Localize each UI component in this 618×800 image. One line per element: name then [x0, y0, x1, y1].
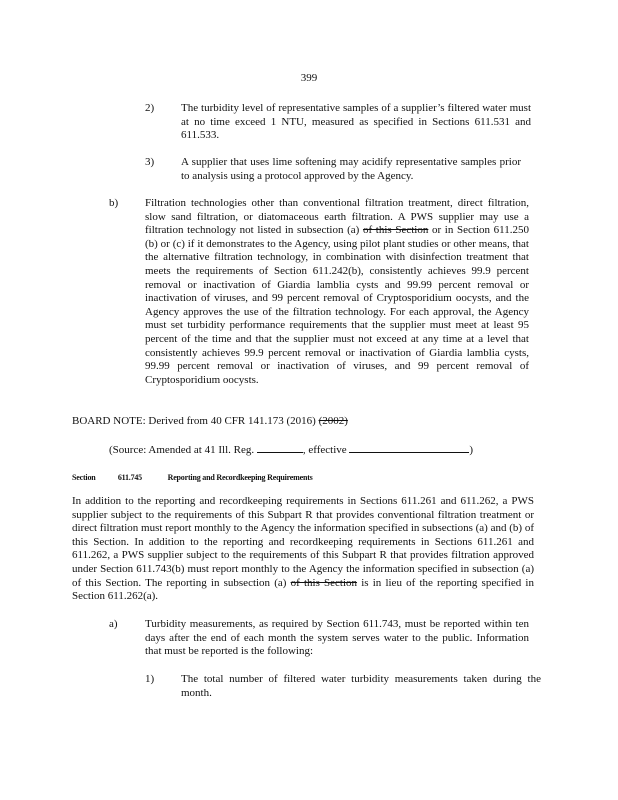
intro-struck-text: of this Section — [290, 576, 358, 589]
board-note-struck: (2002) — [318, 415, 348, 427]
item-a-text: Turbidity measurements, as required by Section 611.743, must be reported within ten days after the end of each month the system serves water to the public. Information that must be reported is the following: — [145, 618, 529, 658]
page-number: 399 — [300, 72, 318, 84]
source-register-blank — [257, 442, 303, 453]
item-a-marker: a) — [109, 618, 118, 630]
source-middle: , effective — [302, 444, 347, 456]
source-prefix: (Source: Amended at 41 Ill. Reg. — [109, 444, 255, 456]
intro-paragraph — [72, 495, 534, 604]
item-b-text — [145, 197, 529, 387]
item-2-text: The turbidity level of representative samples of a supplier’s filtered water must at no time exceed 1 NTU, measured as specified in Sections 611.531 and 611.533. — [181, 102, 531, 142]
item-3-marker: 3) — [145, 156, 155, 168]
section-number: 611.745 — [117, 473, 142, 482]
section-label: Section — [72, 473, 96, 482]
board-note-text: BOARD NOTE: Derived from 40 CFR 141.173 (2016) — [72, 415, 316, 427]
intro-text-after: is in lieu of the reporting specified in Section 611.262(a). — [72, 576, 534, 603]
item-a1-marker: 1) — [145, 673, 155, 685]
item-b-text-after: or in Section 611.250 (b) or (c) if it demonstrates to the Agency, using pilot plant studies or other means, that the alternative filtration technology, in combination with disinfection treatment that meets the requirements of Section 611.242(b), consistently achieves 99.9 percent removal or inactivation of Giardia lamblia cysts and 99.99 percent removal or inactivation of viruses, and 99 percent removal of Cryptosporidium oocysts, and the Agency approves the use of the filtration technology. For each approval, the Agency must set turbidity performance requirements that the supplier must meet at least 95 percent of the time and that the supplier must not exceed at any time at a level that consistently achieves 99.9 percent removal or inactivation of Giardia lamblia cysts, 99.99 percent removal or inactivation of viruses, and 99 percent removal of Cryptosporidium oocysts. — [145, 224, 529, 386]
board-note — [72, 415, 532, 429]
section-title: Reporting and Recordkeeping Requirements — [167, 473, 313, 482]
section-heading — [72, 471, 313, 485]
intro-text-before: In addition to the reporting and recordkeeping requirements in Sections 611.261 and 611.262, a PWS supplier subject to the requirements of this Subpart R that provides conventional filtration treatment or direct filtration must report monthly to the Agency the information specified in subsections (a) and (b) of this Section. In addition to the reporting and recordkeeping requirements in Sections 611.261 and 611.262, a PWS supplier subject to the requirements of this Subpart R that provides filtration approved under Section 611.743(b) must report monthly to the Agency the information specified in subsection (a) of this Section. The reporting in subsection (a) — [72, 495, 534, 589]
source-note — [109, 442, 473, 458]
item-b-text-before: Filtration technologies other than conventional filtration treatment, direct filtration, slow sand filtration, or diatomaceous earth filtration. A PWS supplier may use a filtration technology not listed in subsection (a) — [145, 197, 529, 237]
source-suffix: ) — [469, 444, 474, 456]
item-a1-text: The total number of filtered water turbidity measurements taken during the month. — [181, 673, 541, 699]
item-3-text: A supplier that uses lime softening may acidify representative samples prior to analysis using a protocol approved by the Agency. — [181, 156, 521, 182]
item-b-marker: b) — [109, 197, 119, 209]
source-effective-blank — [349, 442, 469, 453]
item-b-struck-text: of this Section — [362, 224, 429, 237]
item-2-marker: 2) — [145, 102, 155, 114]
